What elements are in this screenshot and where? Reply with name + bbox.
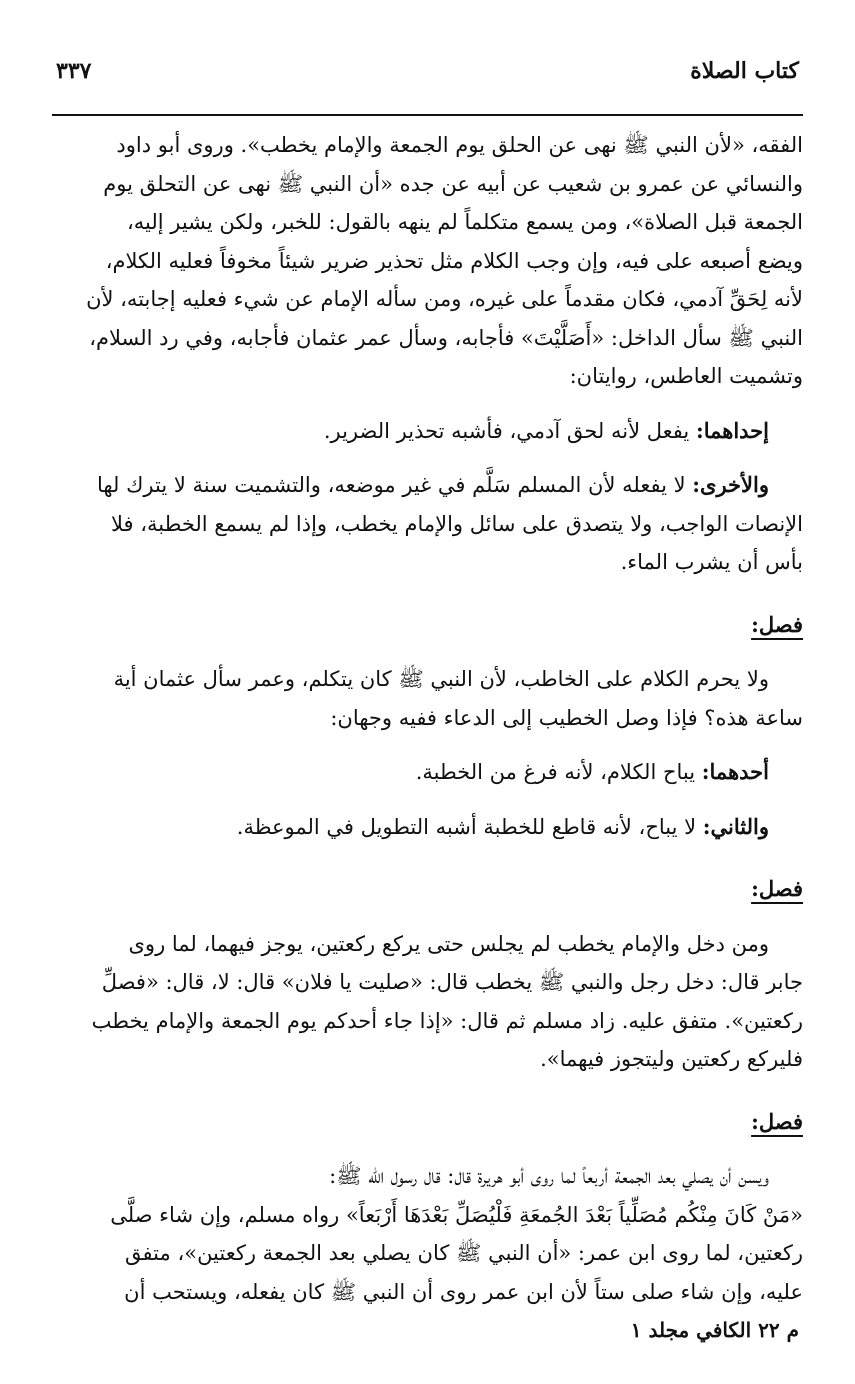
text-line: عليه، وإن شاء صلى ستاً لأن ابن عمر روى أن النبي ﷺ كان يفعله، ويستحب أن: [124, 1279, 803, 1304]
text-line: ويضع أصبعه على فيه، وإن وجب الكلام مثل تحذير ضرير شيئاً مخوفاً فعليه الكلام،: [105, 248, 803, 273]
text-line: الجمعة قبل الصلاة»، ومن يسمع متكلماً لم ينهه بالقول: للخبر، ولكن يشير إليه،: [126, 210, 803, 234]
text-line: لأنه لِحَقِّ آدمي، فكان مقدماً على غيره، ومن سأله الإمام عن شيء فعليه إجابته، لأن: [86, 287, 803, 311]
page-number: ٣٣٧: [56, 58, 92, 84]
riwaya-second-label: والأخرى:: [692, 472, 769, 497]
text-line: ساعة هذه؟ فإذا وصل الخطيب إلى الدعاء ففيه وجهان:: [330, 705, 803, 730]
section-heading: فصل:: [751, 1108, 803, 1134]
riwaya-first-label: إحداهما:: [695, 417, 769, 443]
section-one-body: [52, 660, 803, 737]
text-line: فليركع ركعتين وليتجوز فيهما».: [540, 1047, 803, 1071]
text-line: جابر قال: دخل رجل والنبي ﷺ يخطب قال: «صليت يا فلان» قال: لا، قال: «فصلِّ: [101, 970, 803, 994]
text-line: ركعتين، لما روى ابن عمر: «أن النبي ﷺ كان يصلي بعد الجمعة ركعتين»، متفق: [125, 1241, 803, 1265]
section-three-body: [52, 1157, 803, 1311]
riwaya-first-text: يفعل لأنه لحق آدمي، فأشبه تحذير الضرير.: [323, 418, 696, 443]
text-line: والأخرى: لا يفعله لأن المسلم سَلَّم في غير موضعه، والتشميت سنة لا يترك لها: [96, 472, 769, 497]
text-line: ويسن أن يصلي بعد الجمعة أربعاً لما روى أبو هريرة قال: قال رسول الله ﷺ:: [329, 1164, 769, 1188]
text-line: «مَنْ كَانَ مِنْكُم مُصَلِّياً بَعْدَ الجُمعَةِ فَلْيُصَلِّ بَعْدَهَا أَرْبَعاً» رواه مسلم، وإن شاء صلَّى: [110, 1202, 803, 1227]
text-line: والنسائي عن عمرو بن شعيب عن أبيه عن جده «أن النبي ﷺ نهى عن التحلق يوم: [103, 171, 803, 196]
intro-paragraph: [52, 126, 803, 396]
riwaya-second: [52, 466, 803, 582]
wajh-second: والثاني: لا يباح، لأنه قاطع للخطبة أشبه التطويل في الموعظة.: [236, 813, 769, 839]
riwaya-first: [52, 412, 803, 451]
text-line: الإنصات الواجب، ولا يتصدق على سائل والإمام يخطب، وإذا لم يسمع الخطبة، فلا: [110, 511, 803, 536]
text-line: النبي ﷺ سأل الداخل: «أَصَلَّيْتَ» فأجابه، وسأل عمر عثمان فأجابه، وفي رد السلام،: [89, 325, 803, 350]
text-line: ومن دخل والإمام يخطب لم يجلس حتى يركع ركعتين، يوجز فيهما، لما روى: [128, 931, 769, 956]
text-line: ولا يحرم الكلام على الخاطب، لأن النبي ﷺ كان يتكلم، وعمر سأل عثمان أية: [113, 667, 769, 691]
page-header: [52, 58, 803, 108]
section-heading: فصل:: [751, 611, 803, 637]
text-line: وتشميت العاطس، روايتان:: [569, 364, 803, 388]
section-heading: فصل:: [751, 876, 803, 901]
header-rule: [52, 114, 803, 116]
text-line: ركعتين». متفق عليه. زاد مسلم ثم قال: «إذا جاء أحدكم يوم الجمعة والإمام يخطب: [91, 1008, 803, 1033]
text-line: بأس أن يشرب الماء.: [620, 550, 803, 574]
wajh-first: أحدهما: يباح الكلام، لأنه فرغ من الخطبة.: [415, 759, 769, 784]
text-line: الفقه، «لأن النبي ﷺ نهى عن الحلق يوم الجمعة والإمام يخطب». وروى أبو داود: [116, 133, 803, 157]
section-two-body: [52, 925, 803, 1079]
book-title: كتاب الصلاة: [690, 58, 799, 84]
signature-mark: م ٢٢ الكافي مجلد ١: [630, 1318, 799, 1342]
